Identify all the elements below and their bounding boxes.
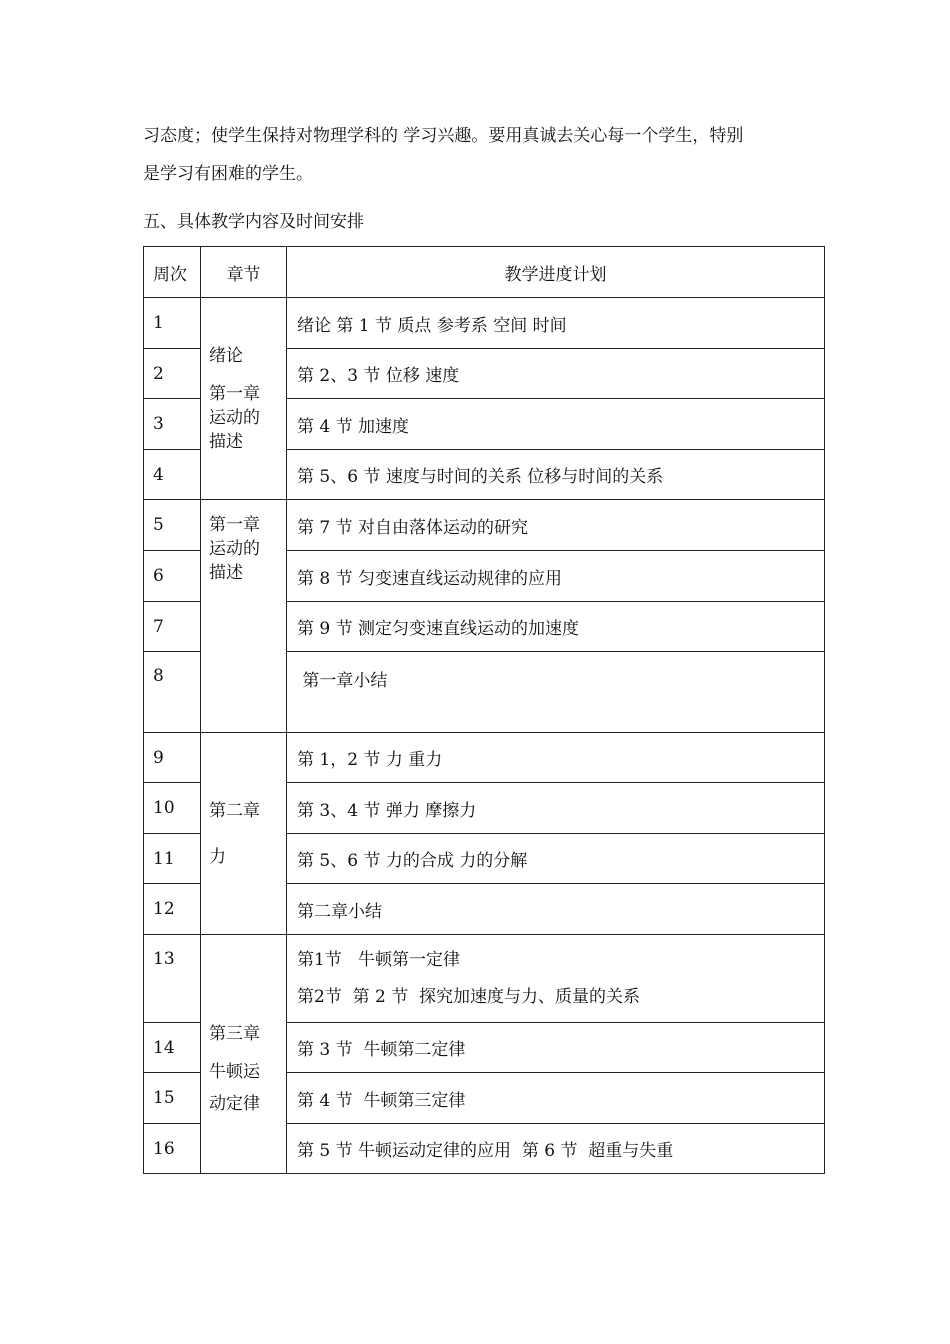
plan-cell bbox=[287, 500, 825, 551]
plan-cell bbox=[287, 450, 825, 500]
plan-cell bbox=[287, 1124, 825, 1174]
chapter-line: 运动的 bbox=[209, 539, 260, 559]
week-cell: 14 bbox=[144, 1023, 201, 1073]
chapter-cell bbox=[201, 935, 287, 1174]
plan-text: 第 1，2 节 力 重力 bbox=[297, 750, 443, 770]
week-cell: 12 bbox=[144, 884, 201, 935]
chapter-cell bbox=[201, 298, 287, 500]
week-cell: 2 bbox=[144, 349, 201, 399]
plan-cell bbox=[287, 884, 825, 935]
week-cell: 13 bbox=[144, 935, 201, 1023]
plan-cell bbox=[287, 935, 825, 1023]
plan-text: 第 8 节 匀变速直线运动规律的应用 bbox=[297, 568, 563, 589]
week-cell: 10 bbox=[144, 783, 201, 834]
plan-cell bbox=[287, 1073, 825, 1124]
plan-text: 第 5、6 节 力的合成 力的分解 bbox=[297, 851, 528, 871]
chapter-line: 牛顿运 bbox=[209, 1062, 260, 1082]
week-cell: 6 bbox=[144, 551, 201, 602]
plan-cell bbox=[287, 399, 825, 450]
week-cell: 7 bbox=[144, 602, 201, 652]
intro-line-1: 习态度；使学生保持对物理学科的 学习兴趣。要用真诚去关心每一个学生，特别 bbox=[143, 126, 744, 146]
plan-text: 第1节 牛顿第一定律 bbox=[297, 949, 461, 970]
schedule-table bbox=[143, 246, 825, 1174]
plan-text: 第一章小结 bbox=[297, 671, 388, 691]
chapter-line: 运动的 bbox=[209, 407, 260, 428]
plan-text: 第 2、3 节 位移 速度 bbox=[297, 366, 460, 386]
table-row bbox=[144, 298, 825, 349]
header-chapter: 章节 bbox=[201, 247, 287, 298]
plan-cell bbox=[287, 652, 825, 733]
week-cell: 15 bbox=[144, 1073, 201, 1124]
chapter-line: 绪论 bbox=[209, 345, 243, 366]
week-cell: 16 bbox=[144, 1124, 201, 1174]
plan-text: 第 9 节 测定匀变速直线运动的加速度 bbox=[297, 619, 580, 639]
plan-cell bbox=[287, 349, 825, 399]
week-cell: 8 bbox=[144, 652, 201, 733]
chapter-line: 第一章 bbox=[209, 383, 260, 404]
chapter-line: 动定律 bbox=[209, 1094, 260, 1114]
week-cell: 1 bbox=[144, 298, 201, 349]
plan-cell bbox=[287, 298, 825, 349]
chapter-cell bbox=[201, 733, 287, 935]
plan-text: 第 3 节 牛顿第二定律 bbox=[297, 1040, 466, 1060]
header-week: 周次 bbox=[144, 247, 201, 298]
week-cell: 3 bbox=[144, 399, 201, 450]
plan-text: 第 4 节 牛顿第三定律 bbox=[297, 1090, 466, 1111]
chapter-line: 第三章 bbox=[209, 1024, 260, 1044]
plan-cell bbox=[287, 733, 825, 783]
table-row bbox=[144, 500, 825, 551]
chapter-cell bbox=[201, 500, 287, 733]
section-heading: 五、具体教学内容及时间安排 bbox=[143, 212, 364, 232]
plan-cell bbox=[287, 551, 825, 602]
plan-cell bbox=[287, 602, 825, 652]
week-cell: 5 bbox=[144, 500, 201, 551]
plan-cell bbox=[287, 834, 825, 884]
plan-text: 第 3、4 节 弹力 摩擦力 bbox=[297, 800, 477, 821]
plan-cell bbox=[287, 783, 825, 834]
table-row bbox=[144, 935, 825, 1023]
table-header-row bbox=[144, 247, 825, 298]
plan-text: 第 7 节 对自由落体运动的研究 bbox=[297, 517, 529, 538]
plan-cell bbox=[287, 1023, 825, 1073]
plan-text: 第2节 第 2 节 探究加速度与力、质量的关系 bbox=[297, 986, 641, 1007]
plan-text: 第 5 节 牛顿运动定律的应用 第 6 节 超重与失重 bbox=[297, 1141, 674, 1161]
chapter-line: 描述 bbox=[209, 431, 243, 452]
plan-text: 绪论 第 1 节 质点 参考系 空间 时间 bbox=[297, 315, 567, 336]
intro-paragraph bbox=[143, 117, 823, 193]
plan-text: 第 5、6 节 速度与时间的关系 位移与时间的关系 bbox=[297, 467, 664, 487]
header-plan: 教学进度计划 bbox=[287, 247, 825, 298]
plan-text: 第二章小结 bbox=[297, 901, 382, 922]
chapter-line: 描述 bbox=[209, 563, 243, 583]
chapter-line: 第一章 bbox=[209, 515, 260, 535]
plan-text: 第 4 节 加速度 bbox=[297, 416, 410, 437]
week-cell: 4 bbox=[144, 450, 201, 500]
intro-line-2: 是学习有困难的学生。 bbox=[143, 164, 313, 184]
chapter-line: 第二章 bbox=[209, 800, 260, 821]
chapter-line: 力 bbox=[209, 846, 226, 867]
table-row bbox=[144, 733, 825, 783]
week-cell: 11 bbox=[144, 834, 201, 884]
week-cell: 9 bbox=[144, 733, 201, 783]
